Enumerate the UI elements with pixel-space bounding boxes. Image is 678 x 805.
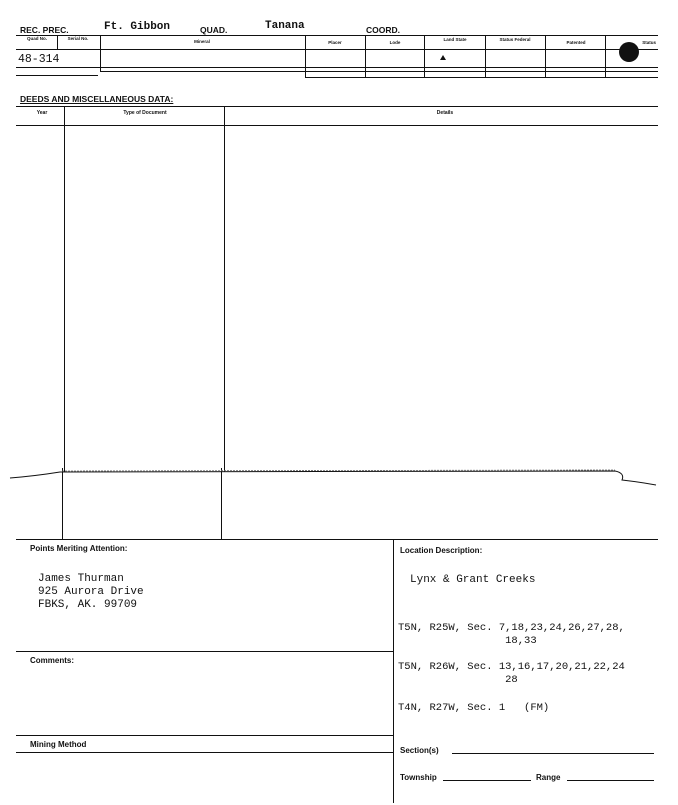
header-divider [100, 35, 101, 71]
address-line: 925 Aurora Drive [38, 586, 144, 598]
township-label: Township [400, 773, 437, 782]
header-divider [305, 35, 306, 77]
range-label: Range [536, 773, 561, 782]
page-splice-line [0, 460, 678, 490]
location-line-2 [398, 661, 625, 687]
township-field[interactable] [443, 780, 531, 781]
sections-field[interactable] [452, 753, 654, 754]
col-status-last: Status [642, 40, 656, 45]
rec-prec-value: Ft. Gibbon [104, 21, 171, 33]
col-status-federal: Status Federal [499, 37, 531, 42]
location-line-text: T5N, R26W, Sec. 13,16,17,20,21,22,24 [398, 661, 625, 673]
comments-label: Comments: [30, 656, 75, 665]
header-divider [365, 35, 366, 77]
col-type-of-document: Type of Document [123, 110, 167, 116]
header-divider [545, 35, 546, 77]
lower-top-rule [16, 539, 658, 540]
deeds-divider-year [64, 106, 65, 472]
header-divider [57, 35, 58, 49]
location-label: Location Description: [400, 546, 483, 555]
deeds-title: DEEDS AND MISCELLANEOUS DATA: [20, 94, 174, 104]
header-bottom-rule [305, 77, 658, 78]
mining-rule-top [16, 735, 393, 736]
points-address [38, 573, 144, 612]
header-col-rule [16, 49, 658, 50]
header-divider [605, 35, 606, 77]
deeds-top-rule [16, 106, 658, 107]
quad-value: Tanana [265, 20, 305, 32]
location-line-text: 18,33 [398, 635, 537, 647]
deeds-divider-type [224, 106, 225, 472]
quad-label: QUAD. [200, 25, 228, 35]
location-line-text: 28 [398, 674, 518, 686]
col-placer: Placer [328, 40, 342, 45]
header-row-rule-3 [16, 75, 98, 76]
location-line-3: T4N, R27W, Sec. 1 (FM) [398, 702, 550, 714]
col-land-state: Land State [443, 37, 467, 42]
location-line-1 [398, 622, 625, 648]
comments-rule [16, 651, 393, 652]
col-patented: Patented [566, 40, 586, 45]
address-line: James Thurman [38, 573, 124, 585]
sections-label: Section(s) [400, 746, 439, 755]
col-lode: Lode [389, 40, 401, 45]
quad-serial-value: 48-314 [18, 53, 60, 66]
col-mineral: Mineral [194, 39, 210, 44]
header-row-rule-2 [100, 71, 658, 72]
header-row-rule [16, 67, 658, 68]
col-serial-no: Serial No. [67, 36, 89, 41]
col-quad-no: Quad No. [27, 36, 47, 41]
header-divider [485, 35, 486, 77]
punch-hole [619, 42, 639, 62]
col-details: Details [436, 110, 454, 116]
deeds-header-rule [16, 125, 658, 126]
rec-prec-label: REC. PREC. [20, 25, 69, 35]
location-line-text: T5N, R25W, Sec. 7,18,23,24,26,27,28, [398, 622, 625, 634]
mining-rule-bottom [16, 752, 393, 753]
range-field[interactable] [567, 780, 654, 781]
mining-method-label: Mining Method [30, 740, 87, 749]
header-top-rule [16, 35, 658, 36]
address-line: FBKS, AK. 99709 [38, 599, 138, 611]
lower-vertical-divider [393, 539, 394, 803]
location-name: Lynx & Grant Creeks [410, 574, 536, 586]
triangle-mark-icon [440, 55, 446, 60]
coord-label: COORD. [366, 25, 400, 35]
col-year: Year [36, 110, 48, 116]
header-divider [424, 35, 425, 77]
points-label: Points Meriting Attention: [30, 544, 128, 553]
